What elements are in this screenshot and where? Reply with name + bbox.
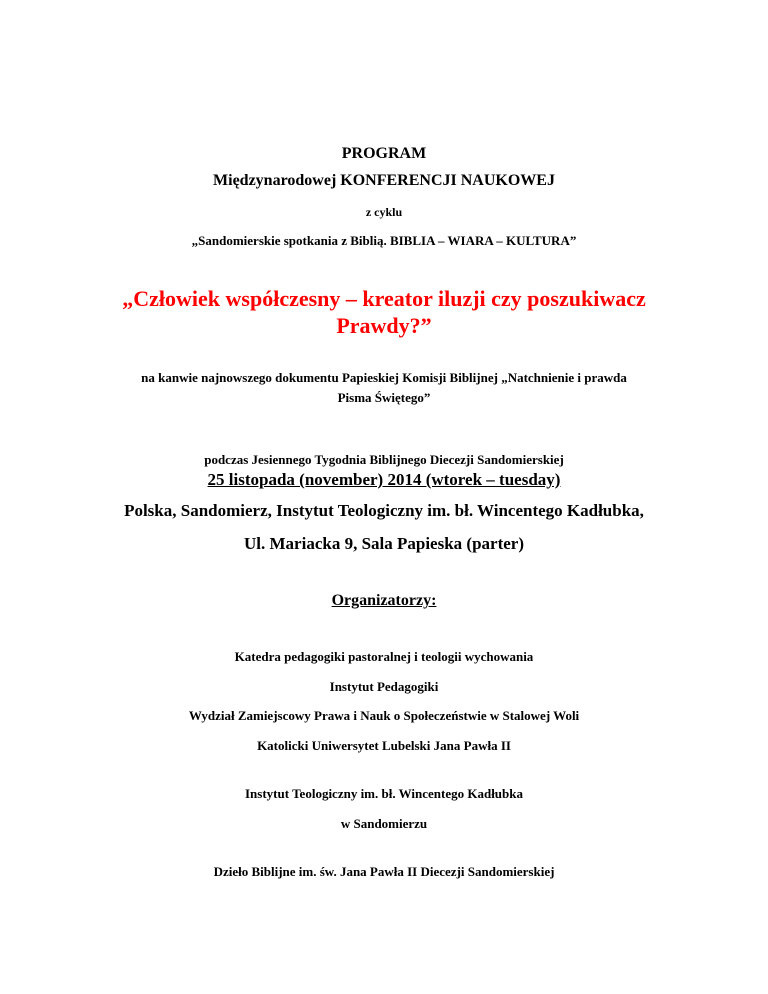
subtitle-line-2: Pisma Świętego” (337, 390, 431, 405)
program-heading: PROGRAM (341, 145, 427, 162)
event-occasion: podczas Jesiennego Tygodnia Biblijnego Diecezji Sandomierskiej (204, 452, 564, 467)
conference-heading: Międzynarodowej KONFERENCJI NAUKOWEJ (213, 172, 555, 189)
conference-title-line-2: Prawdy?” (336, 313, 432, 338)
event-address: Ul. Mariacka 9, Sala Papieska (parter) (244, 534, 524, 553)
organizer-line: Katedra pedagogiki pastoralnej i teologii wychowania (234, 649, 534, 664)
organizer-line: Wydział Zamiejscowy Prawa i Nauk o Społeczeństwie w Stalowej Woli (188, 708, 580, 723)
series-name: „Sandomierskie spotkania z Biblią. BIBLIA – WIARA – KULTURA” (191, 233, 577, 248)
organizers-heading: Organizatorzy: (331, 592, 437, 609)
event-date: 25 listopada (november) 2014 (wtorek – tuesday) (207, 470, 561, 489)
organizer-line: Dzieło Biblijne im. św. Jana Pawła II Diecezji Sandomierskiej (213, 864, 555, 879)
subtitle-line-1: na kanwie najnowszego dokumentu Papieskiej Komisji Biblijnej „Natchnienie i prawda (141, 370, 627, 385)
organizer-line: Katolicki Uniwersytet Lubelski Jana Pawła II (257, 738, 511, 753)
conference-title-line-1: „Człowiek współczesny – kreator iluzji czy poszukiwacz (122, 286, 646, 311)
organizer-line: Instytut Pedagogiki (329, 679, 439, 694)
organizer-line: w Sandomierzu (340, 816, 428, 831)
cycle-label: z cyklu (365, 205, 403, 219)
organizer-line: Instytut Teologiczny im. bł. Wincentego Kadłubka (245, 786, 523, 801)
event-place: Polska, Sandomierz, Instytut Teologiczny im. bł. Wincentego Kadłubka, (124, 501, 644, 520)
